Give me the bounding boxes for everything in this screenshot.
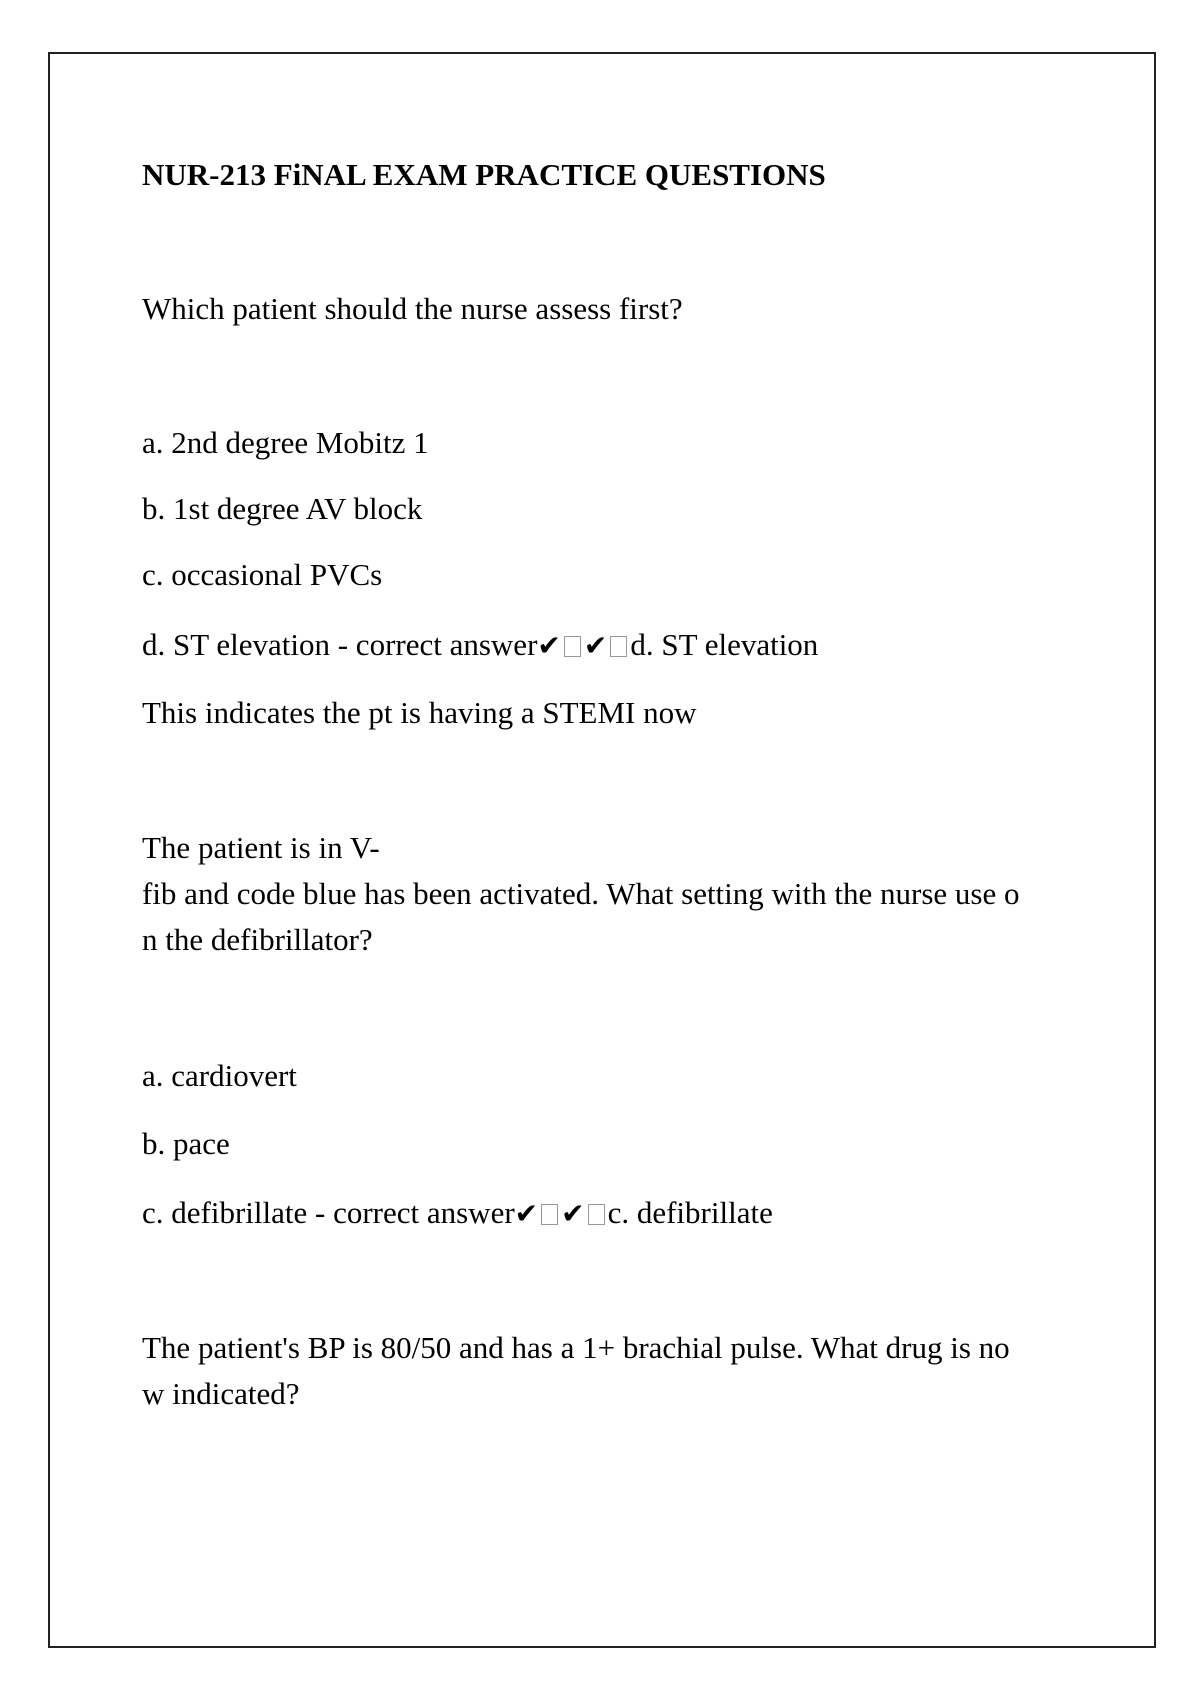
question-3-stem-line-1: The patient's BP is 80/50 and has a 1+ brachial pulse. What drug is no <box>142 1330 1010 1365</box>
question-2-answer <box>142 1190 773 1237</box>
question-1-rationale: This indicates the pt is having a STEMI now <box>142 695 697 730</box>
box-icon <box>541 1204 558 1225</box>
answer-text: d. ST elevation - correct answer <box>142 627 538 662</box>
question-2-stem-line-3: n the defibrillator? <box>142 922 373 957</box>
question-3-stem-line-2: w indicated? <box>142 1376 300 1411</box>
question-2-stem-line-2: fib and code blue has been activated. What setting with the nurse use o <box>142 876 1020 911</box>
checkmark-icon: ✔ <box>537 629 561 662</box>
checkmark-icon: ✔ <box>561 1197 585 1230</box>
checkmark-icon: ✔ <box>583 629 608 662</box>
answer-repeat: d. ST elevation <box>630 627 819 662</box>
question-2-option-a: a. cardiovert <box>142 1058 297 1093</box>
box-icon <box>564 636 581 657</box>
question-2-option-b: b. pace <box>142 1126 230 1161</box>
question-1-option-b: b. 1st degree AV block <box>142 491 423 526</box>
answer-repeat: c. defibrillate <box>607 1195 773 1230</box>
question-1-answer <box>142 622 818 669</box>
box-icon <box>610 636 627 657</box>
question-2-stem-line-1: The patient is in V- <box>142 830 380 865</box>
answer-text: c. defibrillate - correct answer <box>142 1195 515 1230</box>
question-1-option-c: c. occasional PVCs <box>142 557 383 592</box>
question-1-stem: Which patient should the nurse assess first? <box>142 291 683 326</box>
question-1-option-a: a. 2nd degree Mobitz 1 <box>142 425 429 460</box>
box-icon <box>588 1204 605 1225</box>
document-title: NUR-213 FiNAL EXAM PRACTICE QUESTIONS <box>142 157 826 192</box>
checkmark-icon: ✔ <box>514 1197 539 1230</box>
